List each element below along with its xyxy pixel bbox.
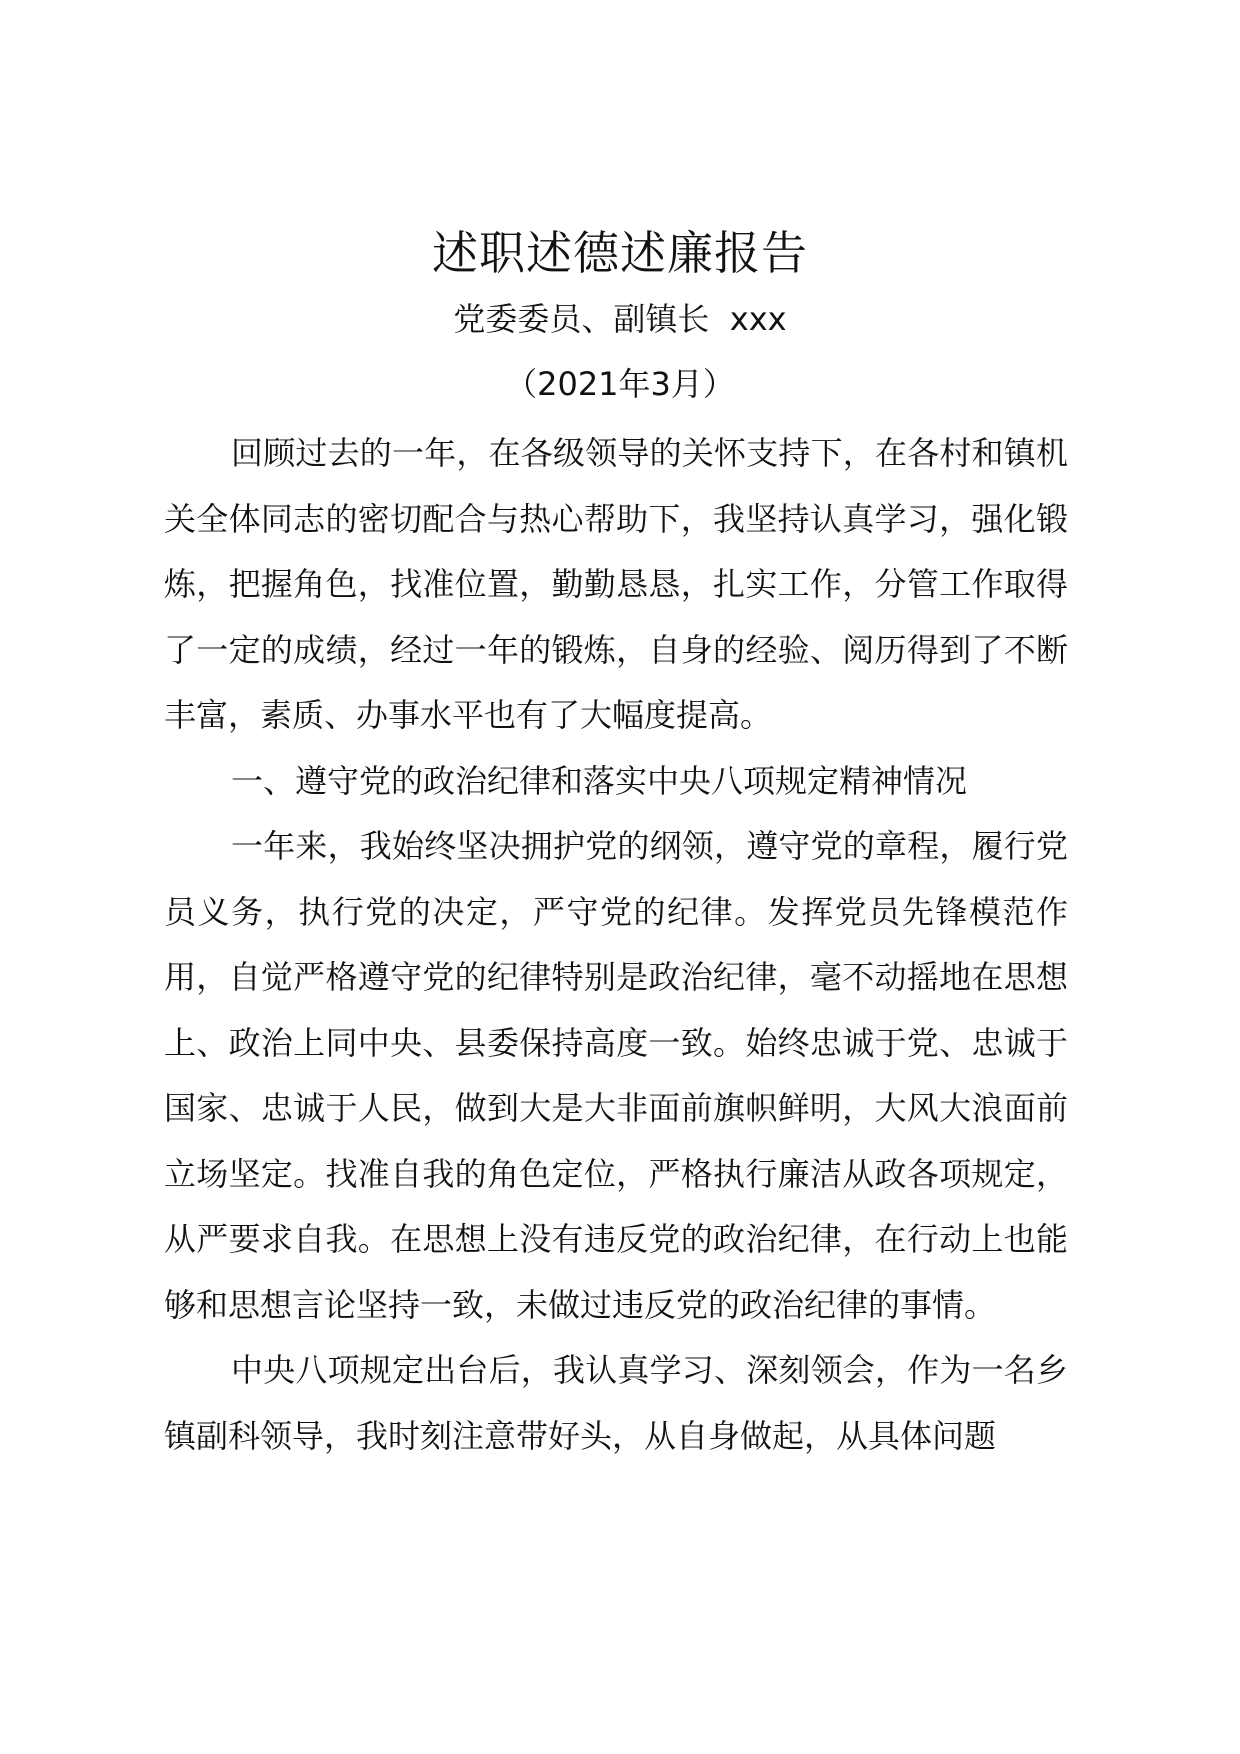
section-heading: 一、遵守党的政治纪律和落实中央八项规定精神情况 [231,761,968,800]
report-date: （2021年3月） [505,365,735,403]
document-title: 述职述德述廉报告 [432,226,808,280]
body-paragraph: 一年来，我始终坚决拥护党的纲领，遵守党的章程，履行党员义务，执行党的决定，严守党的纪律。发挥党员先锋模范作用，自觉严格遵守党的纪律特别是政治纪律，毫不动摇地在思想上、政治上同中央、县委保持高度一致。始终忠诚于党、忠诚于国家、忠诚于人民，做到大是大非面前旗帜鲜明，大风大浪面前立场坚定。找准自我的角色定位，严格执行廉洁从政各项规定，从严要求自我。在思想上没有违反党的政治纪律，在行动上也能够和思想言论坚持一致，未做过违反党的政治纪律的事情。 [164,827,1068,1324]
intro-paragraph: 回顾过去的一年，在各级领导的关怀支持下，在各村和镇机关全体同志的密切配合与热心帮助下，我坚持认真学习，强化锻炼，把握角色，找准位置，勤勤恳恳，扎实工作，分管工作取得了一定的成绩，经过一年的锻炼，自身的经验、阅历得到了不断丰富，素质、办事水平也有了大幅度提高。 [164,434,1068,734]
document-body [164,421,1068,1469]
author-line: 党委委员、副镇长 xxx [453,300,787,338]
body-paragraph: 中央八项规定出台后，我认真学习、深刻领会，作为一名乡镇副科领导，我时刻注意带好头，从自身做起，从具体问题 [164,1351,1068,1455]
